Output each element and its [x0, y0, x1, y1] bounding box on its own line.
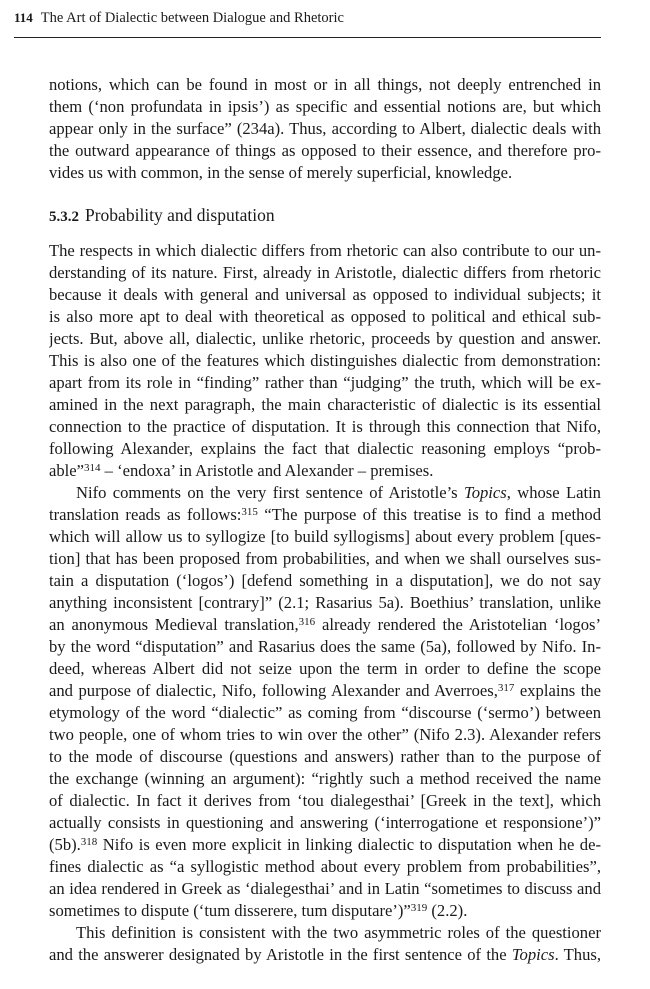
- paragraph-2: [49, 240, 601, 482]
- paragraph-3: [49, 482, 601, 922]
- footnote-ref[interactable]: 314: [84, 462, 101, 474]
- text-line: The respects in which dialectic differs from rhetoric can also contribute to our un-: [49, 241, 601, 260]
- text-span: an anonymous Medieval translation,: [49, 615, 299, 634]
- text-span: and the answerer designated by Aristotle in the first sentence of the: [49, 945, 512, 964]
- text-line: tion] that has been proposed from probabilities, and when we shall ourselves sus-: [49, 549, 601, 568]
- text-line: This is also one of the features which distinguishes dialectic from demonstration:: [49, 351, 601, 370]
- text-line: appear only in the surface” (234a). Thus, according to Albert, dialectic deals with: [49, 119, 601, 138]
- text-span: Nifo comments on the very first sentence of Aristotle’s: [76, 483, 464, 502]
- text-line: derstanding of its nature. First, already in Aristotle, dialectic differs from rhetoric: [49, 263, 601, 282]
- text-line: is also more apt to deal with theoretical as opposed to political and ethical sub-: [49, 307, 601, 326]
- paragraph-1: [49, 74, 601, 184]
- text-line: actually consists in questioning and answering (‘interrogatione et responsione’)”: [49, 813, 601, 832]
- text-span: (5b).: [49, 835, 81, 854]
- text-line: This definition is consistent with the two asymmetric roles of the questioner: [76, 923, 601, 942]
- text-line: two people, one of whom tries to win over the other” (Nifo 2.3). Alexander refers: [49, 725, 601, 744]
- text-line: to the mode of discourse (questions and answers) rather than to the purpose of: [49, 747, 601, 766]
- footnote-ref[interactable]: 318: [80, 836, 98, 848]
- text-line: following Alexander, explains the fact that dialectic reasoning employs “prob-: [49, 439, 601, 458]
- section-title: Probability and disputation: [85, 205, 275, 225]
- text-span: . Thus,: [554, 945, 601, 964]
- text-line: which will allow us to syllogize [to build syllogisms] about every problem [ques-: [49, 527, 601, 546]
- footnote-ref[interactable]: 315: [241, 506, 258, 518]
- text-line: fines dialectic as “a syllogistic method about every problem from probabilities”,: [49, 857, 601, 876]
- footnote-ref[interactable]: 316: [298, 616, 316, 628]
- text-line: vides us with common, in the sense of merely superficial, knowledge.: [49, 163, 513, 182]
- text-line: the exchange (winning an argument): “rightly such a method received the name: [49, 769, 601, 788]
- italic-title: Topics: [463, 483, 507, 502]
- text-line: anything inconsistent [contrary]” (2.1; Rasarius 5a). Boethius’ translation, unlike: [49, 593, 601, 612]
- text-line: [49, 944, 601, 966]
- text-span: explains the: [514, 681, 601, 700]
- text-span: – ‘endoxa’ in Aristotle and Alexander – premises.: [100, 461, 434, 480]
- text-span: able”: [49, 461, 85, 480]
- text-line: [49, 614, 601, 636]
- text-line: [49, 504, 601, 526]
- page-number: 114: [14, 10, 33, 25]
- text-span: “The purpose of this treatise is to find a method: [257, 505, 601, 524]
- section-number: 5.3.2: [49, 209, 79, 225]
- text-line: connection to the practice of disputation. It is through this connection that Nifo,: [49, 417, 601, 436]
- paragraph-4: [49, 922, 601, 966]
- text-line: them (‘non profundata in ipsis’) as specific and essential notions are, but which: [49, 97, 601, 116]
- text-line: [49, 460, 601, 482]
- page-body: [49, 74, 601, 966]
- text-line: jects. But, above all, dialectic, unlike rhetoric, proceeds by question and answer.: [49, 329, 601, 348]
- text-line: etymology of the word “dialectic” as coming from “discourse (‘sermo’) between: [49, 703, 601, 722]
- text-line: an idea rendered in Greek as ‘dialegesthai’ and in Latin “sometimes to discuss and: [49, 879, 601, 898]
- text-span: sometimes to dispute (‘tum disserere, tum disputare’)”: [49, 901, 411, 920]
- italic-title: Topics: [511, 945, 555, 964]
- text-line: deed, whereas Albert did not seize upon the term in order to define the scope: [49, 659, 601, 678]
- text-line: the outward appearance of things as opposed to their essence, and therefore pro-: [49, 141, 601, 160]
- footnote-ref[interactable]: 317: [497, 682, 515, 694]
- text-span: translation reads as follows:: [49, 505, 242, 524]
- text-line: [49, 900, 601, 922]
- text-span: already rendered the Aristotelian ‘logos’: [315, 615, 601, 634]
- text-line: by the word “disputation” and Rasarius does the same (5a), followed by Nifo. In-: [49, 637, 601, 656]
- text-span: , whose Latin: [506, 483, 601, 502]
- text-line: [49, 834, 601, 856]
- text-span: (2.2).: [427, 901, 468, 920]
- running-title: The Art of Dialectic between Dialogue and Rhetoric: [40, 10, 344, 26]
- text-line: because it deals with general and universal as opposed to individual subjects; it: [49, 285, 601, 304]
- text-line: apart from its role in “finding” rather than “judging” the truth, which will be ex-: [49, 373, 601, 392]
- section-heading: [49, 204, 601, 226]
- text-line: amined in the next paragraph, the main characteristic of dialectic is its essential: [49, 395, 601, 414]
- text-line: of dialectic. In fact it derives from ‘tou dialegesthai’ [Greek in the text], which: [49, 791, 601, 810]
- text-line: [49, 482, 601, 504]
- running-header: [14, 10, 601, 38]
- footnote-ref[interactable]: 319: [410, 902, 428, 914]
- text-span: and purpose of dialectic, Nifo, following Alexander and Averroes,: [49, 681, 498, 700]
- text-span: Nifo is even more explicit in linking dialectic to disputation when he de-: [97, 835, 601, 854]
- text-line: notions, which can be found in most or in all things, not deeply entrenched in: [49, 75, 601, 94]
- text-line: tain a disputation (‘logos’) [defend something in a disputation], we do not say: [49, 571, 601, 590]
- text-line: [49, 680, 601, 702]
